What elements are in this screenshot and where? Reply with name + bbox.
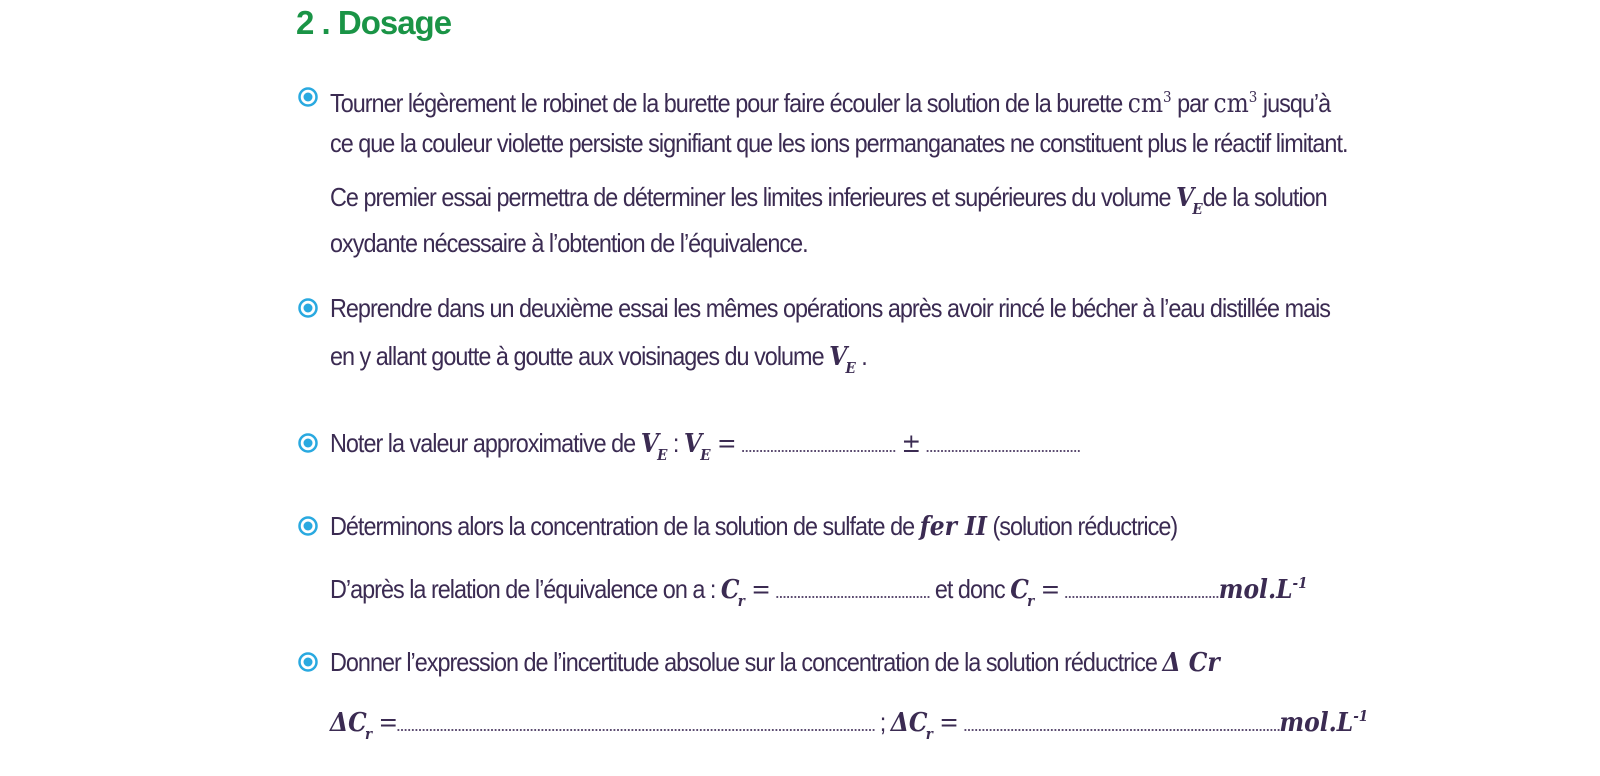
exponent: 3: [1163, 88, 1172, 106]
var-c: C: [720, 575, 740, 605]
bullet-4-line-2: [330, 567, 1308, 617]
bullet-icon: [298, 516, 318, 536]
exponent: 3: [1248, 88, 1258, 106]
var-v: V: [683, 429, 703, 459]
subscript-e: E: [845, 359, 856, 377]
bullet-1-line-2: ce que la couleur violette persiste signifiant que les ions permanganates ne constituent plus le réactif limitant.: [330, 128, 1348, 158]
bullet-icon: [298, 433, 318, 453]
bullet-1-line-1: [330, 81, 1330, 120]
unit-cm: cm: [1127, 89, 1164, 119]
bullet-icon: [298, 652, 318, 672]
subscript-r: r: [925, 725, 933, 743]
unit-cm: cm: [1213, 89, 1249, 119]
bullet-icon: [298, 298, 318, 318]
equals-sign: =: [710, 429, 743, 459]
subscript-e: E: [700, 446, 711, 464]
var-c: C: [1010, 575, 1029, 605]
var-fer-ii: fer II: [919, 512, 987, 542]
subscript-r: r: [1027, 592, 1035, 610]
text-segment: .: [855, 341, 867, 371]
bullet-3-line-1: [330, 427, 1080, 471]
subscript-e: E: [1192, 200, 1203, 218]
bullet-5-line-2: [330, 700, 1368, 750]
equals-sign: =: [1034, 575, 1066, 605]
var-v: V: [1176, 183, 1195, 213]
section-title: 2 . Dosage: [296, 4, 452, 41]
text-segment: en y allant goutte à goutte aux voisinages du volume: [330, 341, 830, 371]
var-v: V: [640, 429, 659, 459]
bullet-icon: [298, 87, 318, 107]
var-delta-cr: Δ Cr: [1162, 648, 1220, 678]
text-segment: Tourner légèrement le robinet de la burette pour faire écouler la solution de la burette: [330, 88, 1128, 118]
separator: ;: [874, 707, 891, 737]
var-v: V: [829, 342, 848, 372]
unit-mol-per-l: mol.L: [1218, 575, 1293, 605]
text-segment: jusqu’à: [1257, 88, 1331, 118]
bullet-5-line-1: [330, 646, 1220, 679]
bullet-1-line-4: oxydante nécessaire à l’obtention de l’équivalence.: [330, 228, 808, 258]
text-segment: (solution réductrice): [986, 511, 1178, 541]
var-delta-c: ΔC: [330, 708, 367, 738]
subscript-e: E: [657, 446, 668, 464]
equals-sign: =: [932, 708, 965, 738]
answer-blank-cr-expression[interactable]: [776, 592, 929, 598]
bullet-4-line-1: [330, 510, 1177, 543]
text-segment: Ce premier essai permettra de déterminer les limites inferieures et supérieures du volume: [330, 182, 1176, 212]
answer-blank-cr-value[interactable]: [1066, 592, 1219, 598]
exponent: -1: [1292, 574, 1308, 592]
plus-minus-sign: ±: [895, 429, 927, 459]
equals-sign: =: [372, 708, 398, 738]
answer-blank-ve-uncertainty[interactable]: [927, 446, 1080, 452]
text-segment: Donner l’expression de l’incertitude absolue sur la concentration de la solution réductrice: [330, 647, 1163, 677]
bullet-2-line-2: [330, 340, 867, 384]
text-segment: D’après la relation de l’équivalence on a :: [330, 574, 721, 604]
unit-mol-per-l: mol.L: [1279, 708, 1354, 738]
answer-blank-delta-cr-expression[interactable]: [397, 725, 874, 731]
text-segment: et donc: [929, 574, 1011, 604]
answer-blank-delta-cr-value[interactable]: [964, 725, 1279, 731]
bullet-1-line-3: [330, 181, 1327, 225]
equals-sign: =: [744, 575, 777, 605]
bullet-2-line-1: Reprendre dans un deuxième essai les mêmes opérations après avoir rincé le bécher à l’eau distillée mais: [330, 293, 1331, 323]
exponent: -1: [1353, 707, 1369, 725]
subscript-r: r: [364, 725, 373, 743]
text-segment: de la solution: [1202, 182, 1327, 212]
answer-blank-ve[interactable]: [742, 446, 895, 452]
text-segment: :: [667, 428, 684, 458]
subscript-r: r: [737, 592, 745, 610]
text-segment: Noter la valeur approximative de: [330, 428, 641, 458]
var-delta-c: ΔC: [890, 708, 928, 738]
text-segment: Déterminons alors la concentration de la solution de sulfate de: [330, 511, 920, 541]
text-segment: par: [1171, 88, 1214, 118]
